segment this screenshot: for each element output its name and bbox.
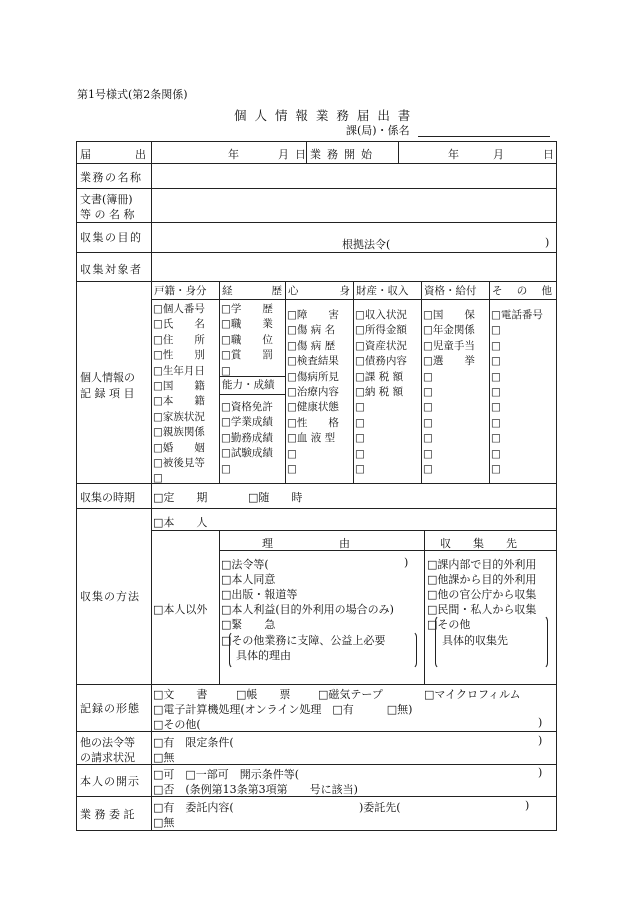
records-header-career: 経 歴 [222, 285, 282, 297]
record-item[interactable]: □性 格 [287, 416, 339, 429]
dest-government-option[interactable]: □他の官公庁から収集 [427, 588, 537, 601]
records-label-1: 個人情報の [80, 371, 135, 384]
reason-bracket [229, 631, 417, 669]
reason-law-option[interactable]: □法令等( [221, 558, 269, 571]
disclosure-label: 本人の開示 [80, 775, 140, 788]
dest-private-option[interactable]: □民間・私人から収集 [427, 603, 537, 616]
dest-specific-label: 具体的収集先 [442, 634, 508, 647]
record-item[interactable]: □検査結果 [287, 355, 339, 368]
purpose-label: 収集の目的 [80, 231, 143, 244]
record-item[interactable]: □婚 姻 [153, 441, 205, 454]
record-item[interactable]: □ [491, 324, 501, 337]
record-item[interactable]: □課 税 額 [355, 370, 404, 383]
record-item[interactable]: □賞 罰 [221, 349, 273, 362]
record-item[interactable]: □ [491, 432, 501, 445]
reason-benefit-option[interactable]: □本人利益(目的外利用の場合のみ) [221, 603, 394, 616]
notify-day: 日 [295, 148, 306, 161]
form-number: 第1号様式(第2条関係) [77, 88, 188, 101]
record-item[interactable]: □ [355, 432, 365, 445]
records-col-family [153, 302, 205, 487]
documents-label-2: 等 の 名 称 [80, 208, 135, 221]
disclosure-yes-option[interactable]: □可 □一部可 開示条件等( [153, 768, 300, 781]
purpose-basis-close: ) [545, 236, 550, 249]
record-item[interactable]: □ [491, 416, 501, 429]
record-item[interactable]: □収入状況 [355, 309, 407, 321]
record-item[interactable]: □国 籍 [153, 379, 205, 392]
disclosure-close: ) [538, 766, 543, 779]
record-item[interactable]: □性 別 [153, 349, 205, 362]
record-item[interactable]: □ [423, 401, 433, 414]
records-header-body: 心 身 [288, 285, 350, 297]
method-reason-header: 理 由 [262, 537, 350, 550]
notify-month: 月 [278, 148, 289, 161]
record-item[interactable]: □ [491, 401, 501, 414]
record-item[interactable]: □家族状況 [153, 410, 205, 423]
records-header-other: そ の 他 [492, 285, 552, 297]
reason-other-option[interactable]: □その他業務に支障、公益上必要 [221, 634, 386, 647]
other-law-yes-option[interactable]: □有 限定条件( [153, 736, 234, 749]
record-item[interactable]: □ [355, 447, 365, 460]
other-law-label-1: 他の法令等 [80, 736, 135, 749]
record-form-ledger-option[interactable]: □帳 票 [236, 688, 291, 701]
dest-internal-option[interactable]: □課内部で目的外利用 [427, 558, 537, 571]
record-item[interactable]: □ [287, 447, 297, 460]
outsourcing-label: 業 務 委 託 [80, 808, 135, 821]
label-column-divider [151, 141, 152, 831]
reason-specific-label: 具体的理由 [236, 649, 291, 662]
record-item[interactable]: □試験成績 [221, 447, 273, 460]
records-header-assets: 財産・収入 [356, 285, 409, 297]
records-col-other [491, 308, 543, 477]
outsourcing-yes-option[interactable]: □有 委託内容( [153, 801, 234, 814]
record-item[interactable]: □選 挙 [423, 355, 475, 368]
start-year: 年 [448, 148, 459, 161]
records-col-body [287, 308, 339, 477]
record-item[interactable]: □本 籍 [153, 395, 205, 408]
record-item[interactable]: □ [355, 416, 365, 429]
record-item[interactable]: □国 保 [423, 309, 475, 321]
dest-other-option[interactable]: □その他 [427, 618, 471, 631]
record-item[interactable]: □ [221, 364, 231, 377]
records-header-family: 戸籍・身分 [154, 285, 207, 297]
notify-label: 届 出 [80, 148, 146, 161]
record-item[interactable]: □傷病所見 [287, 370, 339, 383]
timing-irregular-option[interactable]: □随 時 [248, 491, 303, 504]
records-subheader-ability: 能力・成績 [222, 379, 275, 391]
record-item[interactable]: □ [423, 385, 433, 398]
other-law-no-option[interactable]: □無 [153, 751, 175, 764]
record-item[interactable]: □資産状況 [355, 339, 407, 352]
reason-consent-option[interactable]: □本人同意 [221, 573, 276, 586]
reason-law-close: ) [404, 556, 409, 569]
record-item[interactable]: □ [221, 462, 231, 475]
method-other-option[interactable]: □本人以外 [153, 603, 208, 616]
record-item[interactable]: □ [287, 462, 297, 475]
records-col-assets [355, 308, 407, 477]
record-item[interactable]: □学業成績 [221, 416, 273, 429]
record-item[interactable]: □電話番号 [491, 309, 543, 321]
record-item[interactable]: □ [423, 447, 433, 460]
record-item[interactable]: □親族関係 [153, 426, 205, 439]
department-line: 課(局)・係名 [346, 124, 410, 137]
record-form-tape-option[interactable]: □磁気テープ [318, 688, 383, 701]
record-item[interactable]: □被後見等 [153, 456, 205, 469]
record-item[interactable]: □ [491, 385, 501, 398]
method-self-option[interactable]: □本 人 [153, 516, 208, 529]
record-item[interactable]: □所得金額 [355, 324, 407, 337]
record-item[interactable]: □傷 病 歴 [287, 339, 336, 352]
record-item[interactable]: □健康状態 [287, 401, 339, 414]
records-col-qualification [423, 308, 475, 477]
record-form-close: ) [538, 716, 543, 729]
record-item[interactable]: □債務内容 [355, 355, 407, 368]
department-underline [418, 136, 550, 137]
outsourcing-close: ) [525, 799, 530, 812]
disclosure-no-option[interactable]: □否 (条例第13条第3項第 号に該当) [153, 783, 358, 796]
start-month: 月 [493, 148, 504, 161]
record-form-computer-option[interactable]: □電子計算機処理(オンライン処理 □有 □無) [153, 703, 413, 716]
timing-regular-option[interactable]: □定 期 [153, 491, 208, 504]
records-col-ability [221, 400, 273, 477]
record-item[interactable]: □氏 名 [153, 318, 205, 331]
record-item[interactable]: □ [153, 472, 163, 485]
dest-bracket [435, 615, 548, 669]
record-item[interactable]: □傷 病 名 [287, 324, 336, 337]
method-dest-header: 収 集 先 [440, 537, 517, 550]
record-item[interactable]: □ [355, 462, 365, 475]
record-item[interactable]: □学 歴 [221, 303, 273, 315]
documents-label-1: 文書(簿冊) [80, 193, 133, 206]
record-form-other-option[interactable]: □その他( [153, 718, 201, 731]
record-item[interactable]: □ [423, 432, 433, 445]
reason-publication-option[interactable]: □出版・報道等 [221, 588, 298, 601]
record-item[interactable]: □ [423, 370, 433, 383]
start-label: 業務開始 [310, 148, 378, 161]
record-item[interactable]: □資格免許 [221, 401, 273, 413]
record-item[interactable]: □ [491, 355, 501, 368]
other-law-label-2: の請求状況 [80, 751, 135, 764]
record-form-document-option[interactable]: □文 書 [153, 688, 208, 701]
subjects-label: 収集対象者 [80, 263, 143, 276]
other-law-close: ) [538, 734, 543, 747]
notify-year: 年 [228, 148, 239, 161]
record-item[interactable]: □ [491, 462, 501, 475]
record-item[interactable]: □ [423, 416, 433, 429]
record-item[interactable]: □納 税 額 [355, 385, 404, 398]
record-item[interactable]: □年金関係 [423, 324, 475, 337]
method-label: 収集の方法 [80, 590, 140, 603]
record-item[interactable]: □職 業 [221, 318, 273, 331]
timing-label: 収集の時期 [80, 491, 135, 504]
record-item[interactable]: □個人番号 [153, 303, 205, 315]
record-form-label: 記録の形態 [80, 702, 140, 715]
record-item[interactable]: □障 害 [287, 309, 339, 321]
outsourcing-contractor: )委託先( [359, 801, 401, 814]
business-name-label: 業務の名称 [80, 171, 143, 184]
record-item[interactable]: □職 位 [221, 333, 273, 346]
purpose-basis: 根拠法令( [342, 238, 391, 251]
record-item[interactable]: □ [491, 370, 501, 383]
reason-emergency-option[interactable]: □緊 急 [221, 618, 276, 631]
form-table [76, 141, 557, 831]
start-day: 日 [543, 148, 554, 161]
records-label-2: 記 録 項 目 [80, 387, 135, 400]
record-item[interactable]: □ [491, 339, 501, 352]
outsourcing-no-option[interactable]: □無 [153, 816, 175, 829]
record-item[interactable]: □勤務成績 [221, 431, 273, 444]
record-form-microfilm-option[interactable]: □マイクロフィルム [424, 688, 521, 701]
records-col-career [221, 302, 273, 379]
record-item[interactable]: □児童手当 [423, 339, 475, 352]
record-item[interactable]: □血 液 型 [287, 432, 336, 445]
page-title: 個 人 情 報 業 務 届 出 書 [234, 108, 413, 123]
record-item[interactable]: □住 所 [153, 333, 205, 346]
record-item[interactable]: □ [423, 462, 433, 475]
record-item[interactable]: □ [355, 401, 365, 414]
records-header-qualification: 資格・給付 [424, 285, 477, 297]
dest-other-dept-option[interactable]: □他課から目的外利用 [427, 573, 537, 586]
record-item[interactable]: □ [491, 447, 501, 460]
record-item[interactable]: □治療内容 [287, 385, 339, 398]
record-item[interactable]: □生年月日 [153, 364, 205, 377]
